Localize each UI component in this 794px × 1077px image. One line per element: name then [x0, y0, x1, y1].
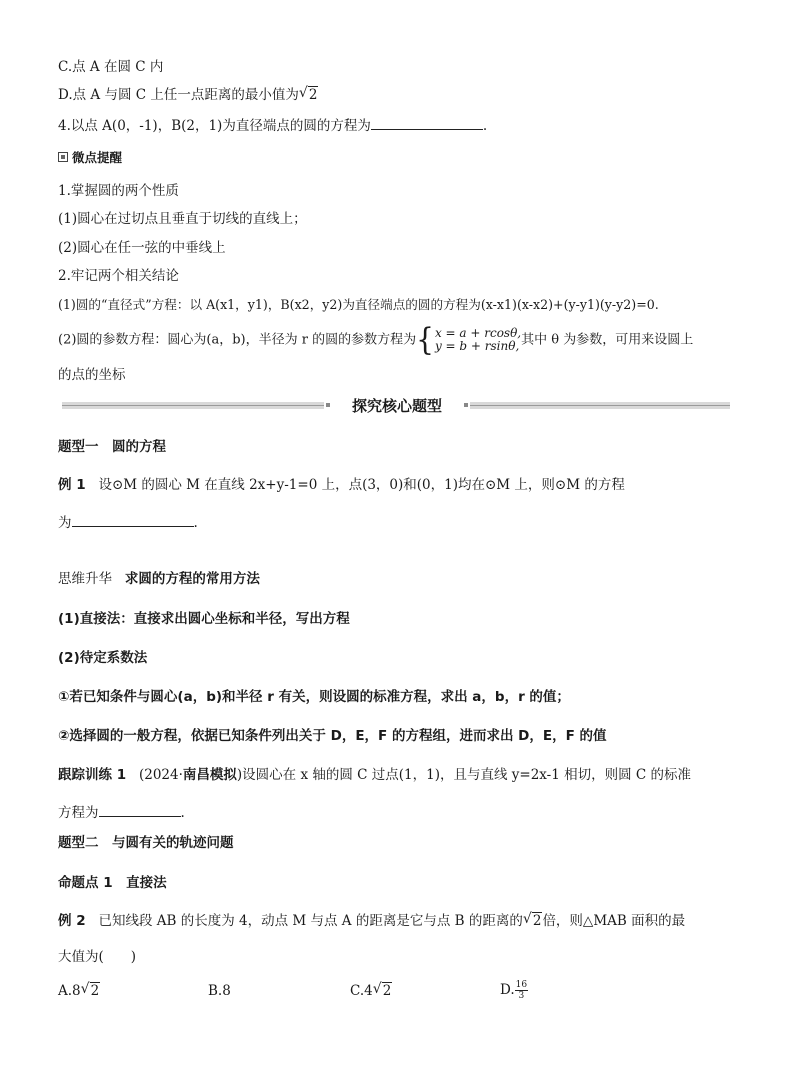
banner-title: 探究核心题型: [351, 397, 442, 415]
option-d-answer: D. $\frac{16}{3}$: [500, 980, 528, 1001]
tip-box-icon: [58, 152, 68, 162]
method-1: (1)直接法：直接求出圆心坐标和半径，写出方程: [58, 611, 350, 627]
tip-1a: (1)圆心在过切点且垂直于切线的直线上；: [58, 211, 307, 227]
tip-1b: (2)圆心在任一弦的中垂线上: [58, 240, 226, 256]
sqrt-expression: √ 2: [80, 981, 100, 999]
think-heading: 思维升华 求圆的方程的常用方法: [58, 571, 260, 587]
banner-right-bar: [470, 402, 730, 409]
example-2-cont: 大值为( ): [58, 949, 137, 965]
answer-blank: [371, 115, 483, 130]
option-d: D.点 A 与圆 C 上任一点距离的最小值为 √ 2: [58, 85, 318, 103]
sqrt-expression: √ 2: [298, 85, 318, 103]
tip-1: 1.掌握圆的两个性质: [58, 183, 179, 199]
example-1-cont: 为 .: [58, 512, 198, 532]
option-b: B.8: [208, 983, 231, 999]
example-2: 例 2 已知线段 AB 的长度为 4，动点 M 与点 A 的距离是它与点 B 的距离的 √ 2倍，则△MAB 面积的最: [58, 911, 686, 929]
method-2b: ②选择圆的一般方程，依据已知条件列出关于 D，E，F 的方程组，进而求出 D，E，F 的值: [58, 728, 607, 744]
sqrt-expression: √ 2: [522, 911, 542, 929]
tip-heading: 微点提醒: [58, 149, 122, 167]
type-1-heading: 题型一 圆的方程: [58, 439, 166, 455]
brace-symbol: {: [416, 321, 434, 358]
banner-dot-left: [326, 403, 330, 407]
banner-left-bar: [62, 402, 324, 409]
sqrt-expression: √ 2: [372, 981, 392, 999]
answer-blank: [72, 512, 194, 527]
point-1-heading: 命题点 1 直接法: [58, 875, 167, 891]
option-c-answer: C.4 √ 2: [350, 981, 392, 999]
fraction: $\frac{16}{3}$: [515, 980, 528, 1001]
type-2-heading: 题型二 与圆有关的轨迹问题: [58, 835, 234, 851]
banner-dot-right: [464, 403, 468, 407]
track-training-cont: 方程为 .: [58, 802, 185, 822]
tip-2b: (2)圆的参数方程：圆心为(a，b)，半径为 r 的圆的参数方程为{ x = a + rcosθ, y = b + rsinθ, 其中 θ 为参数，可用来设圆上: [58, 321, 694, 358]
tip-2b-cont: 的点的坐标: [58, 367, 126, 383]
tip-2a: (1)圆的“直径式”方程：以 A(x1，y1)，B(x2，y2)为直径端点的圆的方程为(x-x1)(x-x2)+(y-y1)(y-y2)=0.: [58, 297, 659, 312]
option-a: A.8 √ 2: [58, 981, 100, 999]
track-training: 跟踪训练 1 (2024·南昌模拟)设圆心在 x 轴的圆 C 过点(1，1)，且与直线 y=2x-1 相切，则圆 C 的标准: [58, 767, 692, 783]
section-banner: [62, 396, 730, 416]
question-4: 4.以点 A(0，-1)，B(2，1)为直径端点的圆的方程为 .: [58, 115, 487, 135]
method-2: (2)待定系数法: [58, 650, 148, 666]
answer-blank: [99, 802, 181, 817]
tip-2: 2.牢记两个相关结论: [58, 268, 179, 284]
option-c: C.点 A 在圆 C 内: [58, 59, 164, 75]
param-equation: x = a + rcosθ, y = b + rsinθ,: [434, 326, 522, 353]
example-1: 例 1 设⊙M 的圆心 M 在直线 2x+y-1=0 上，点(3，0)和(0，1)均在⊙M 上，则⊙M 的方程: [58, 477, 625, 493]
method-2a: ①若已知条件与圆心(a，b)和半径 r 有关，则设圆的标准方程，求出 a，b，r 的值；: [58, 689, 570, 705]
